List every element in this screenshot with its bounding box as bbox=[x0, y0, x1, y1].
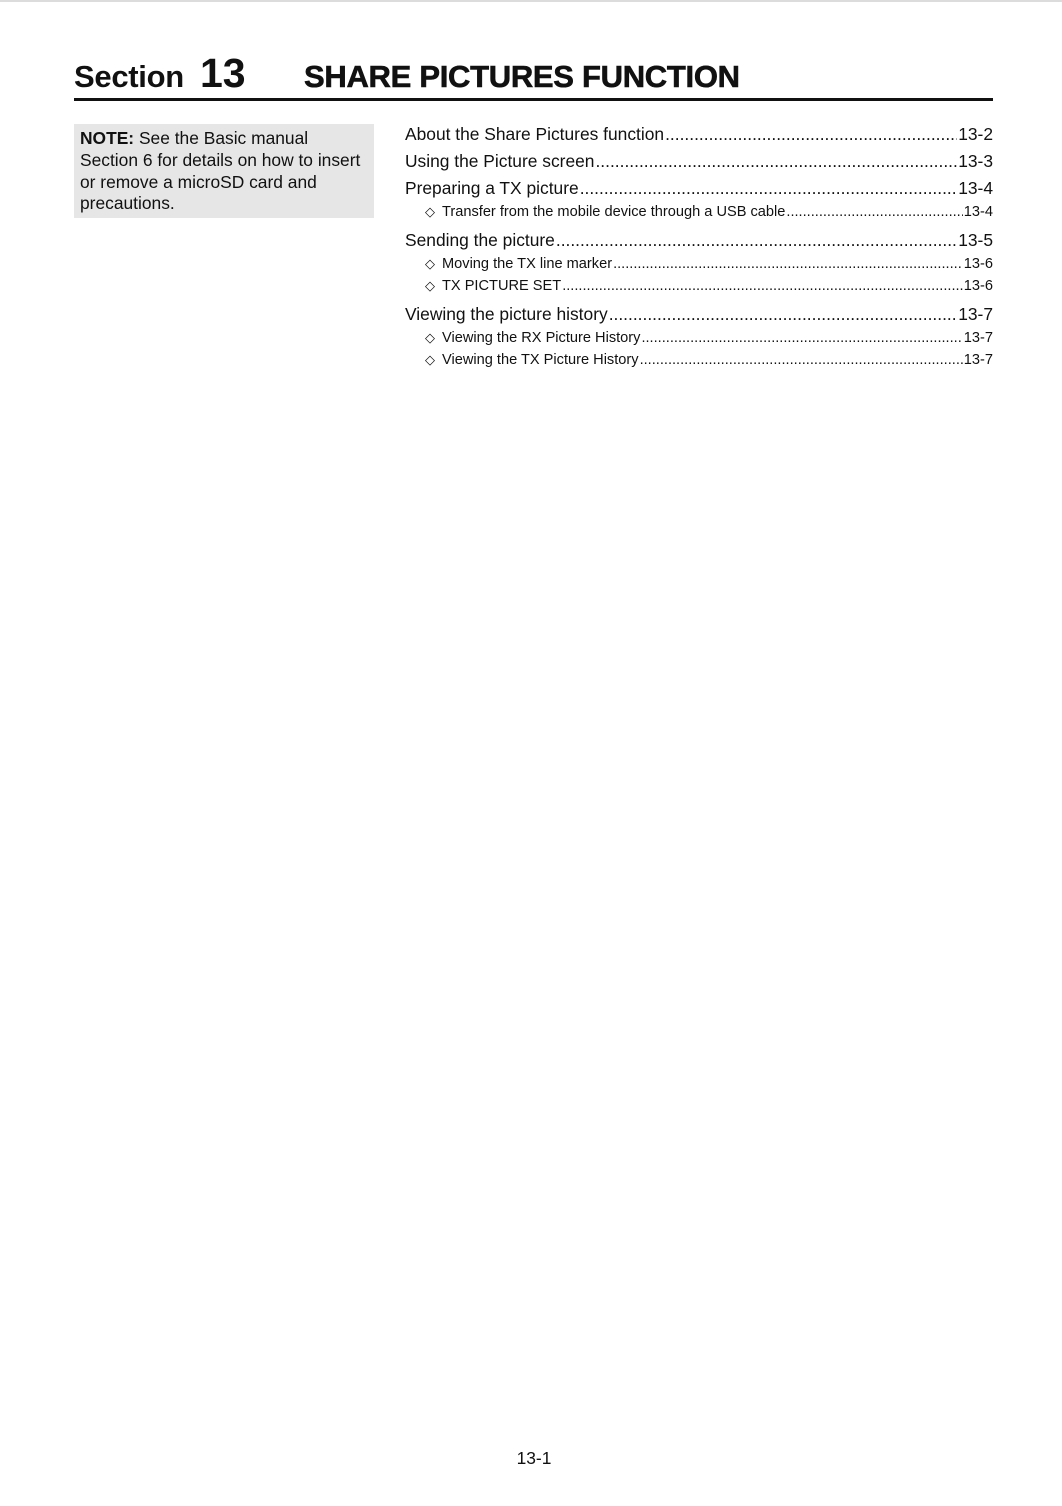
diamond-bullet-icon: ◇ bbox=[425, 256, 435, 271]
toc-entry[interactable] bbox=[405, 227, 993, 254]
note-text: See the Basic manual Section 6 for details on how to insert or remove a microSD card and precautions. bbox=[80, 128, 361, 214]
toc-entry-label: Sending the picture bbox=[405, 230, 555, 250]
diamond-bullet-icon: ◇ bbox=[425, 278, 435, 293]
toc-leader-dots bbox=[640, 349, 963, 371]
toc-subentry-page: 13-4 bbox=[963, 204, 993, 220]
toc-entry-label: About the Share Pictures function bbox=[405, 124, 665, 144]
toc-entry[interactable] bbox=[405, 121, 993, 148]
toc-entry-page: 13-7 bbox=[958, 304, 993, 324]
toc-subentry-page: 13-7 bbox=[963, 352, 993, 368]
toc-entry-label: Using the Picture screen bbox=[405, 151, 595, 171]
toc-entry-page: 13-2 bbox=[958, 124, 993, 144]
toc-entry[interactable] bbox=[405, 175, 993, 202]
section-word: Section bbox=[74, 59, 184, 94]
toc-entry-page: 13-5 bbox=[958, 230, 993, 250]
toc-subentry-label: Viewing the RX Picture History bbox=[442, 330, 641, 346]
toc-leader-dots bbox=[595, 148, 957, 175]
toc-entry-label: Viewing the picture history bbox=[405, 304, 608, 324]
toc-subentry[interactable] bbox=[405, 275, 993, 297]
toc-subentry-label: TX PICTURE SET bbox=[442, 278, 562, 294]
diamond-bullet-icon: ◇ bbox=[425, 330, 435, 345]
top-edge-rule bbox=[0, 0, 1062, 2]
section-header bbox=[74, 50, 993, 101]
toc-subentry[interactable] bbox=[405, 349, 993, 371]
toc-subentry-label: Moving the TX line marker bbox=[442, 256, 613, 272]
toc-entry-label: Preparing a TX picture bbox=[405, 178, 579, 198]
toc-leader-dots bbox=[786, 201, 962, 223]
page-number: 13-1 bbox=[516, 1448, 552, 1468]
toc-entry[interactable] bbox=[405, 301, 993, 328]
toc-subentry[interactable] bbox=[405, 201, 993, 223]
toc-leader-dots bbox=[665, 121, 957, 148]
toc-subentry-page: 13-6 bbox=[963, 256, 993, 272]
section-title: SHARE PICTURES FUNCTION bbox=[304, 59, 740, 94]
section-number: 13 bbox=[200, 50, 246, 96]
toc-leader-dots bbox=[580, 175, 958, 202]
diamond-bullet-icon: ◇ bbox=[425, 204, 435, 219]
toc-subentry[interactable] bbox=[405, 327, 993, 349]
toc-entry[interactable] bbox=[405, 148, 993, 175]
note-label: NOTE: bbox=[80, 128, 135, 148]
toc-leader-dots bbox=[556, 227, 957, 254]
diamond-bullet-icon: ◇ bbox=[425, 352, 435, 367]
toc-leader-dots bbox=[641, 327, 962, 349]
toc-leader-dots bbox=[609, 301, 958, 328]
toc-entry-page: 13-4 bbox=[958, 178, 993, 198]
table-of-contents bbox=[405, 121, 993, 371]
toc-leader-dots bbox=[562, 275, 963, 297]
note-box bbox=[74, 124, 374, 218]
toc-leader-dots bbox=[613, 253, 963, 275]
toc-subentry-label: Viewing the TX Picture History bbox=[442, 352, 639, 368]
toc-subentry[interactable] bbox=[405, 253, 993, 275]
note-paragraph bbox=[80, 128, 368, 215]
toc-subentry-page: 13-7 bbox=[963, 330, 993, 346]
toc-subentry-label: Transfer from the mobile device through a USB cable bbox=[442, 204, 786, 220]
toc-subentry-page: 13-6 bbox=[963, 278, 993, 294]
toc-entry-page: 13-3 bbox=[958, 151, 993, 171]
